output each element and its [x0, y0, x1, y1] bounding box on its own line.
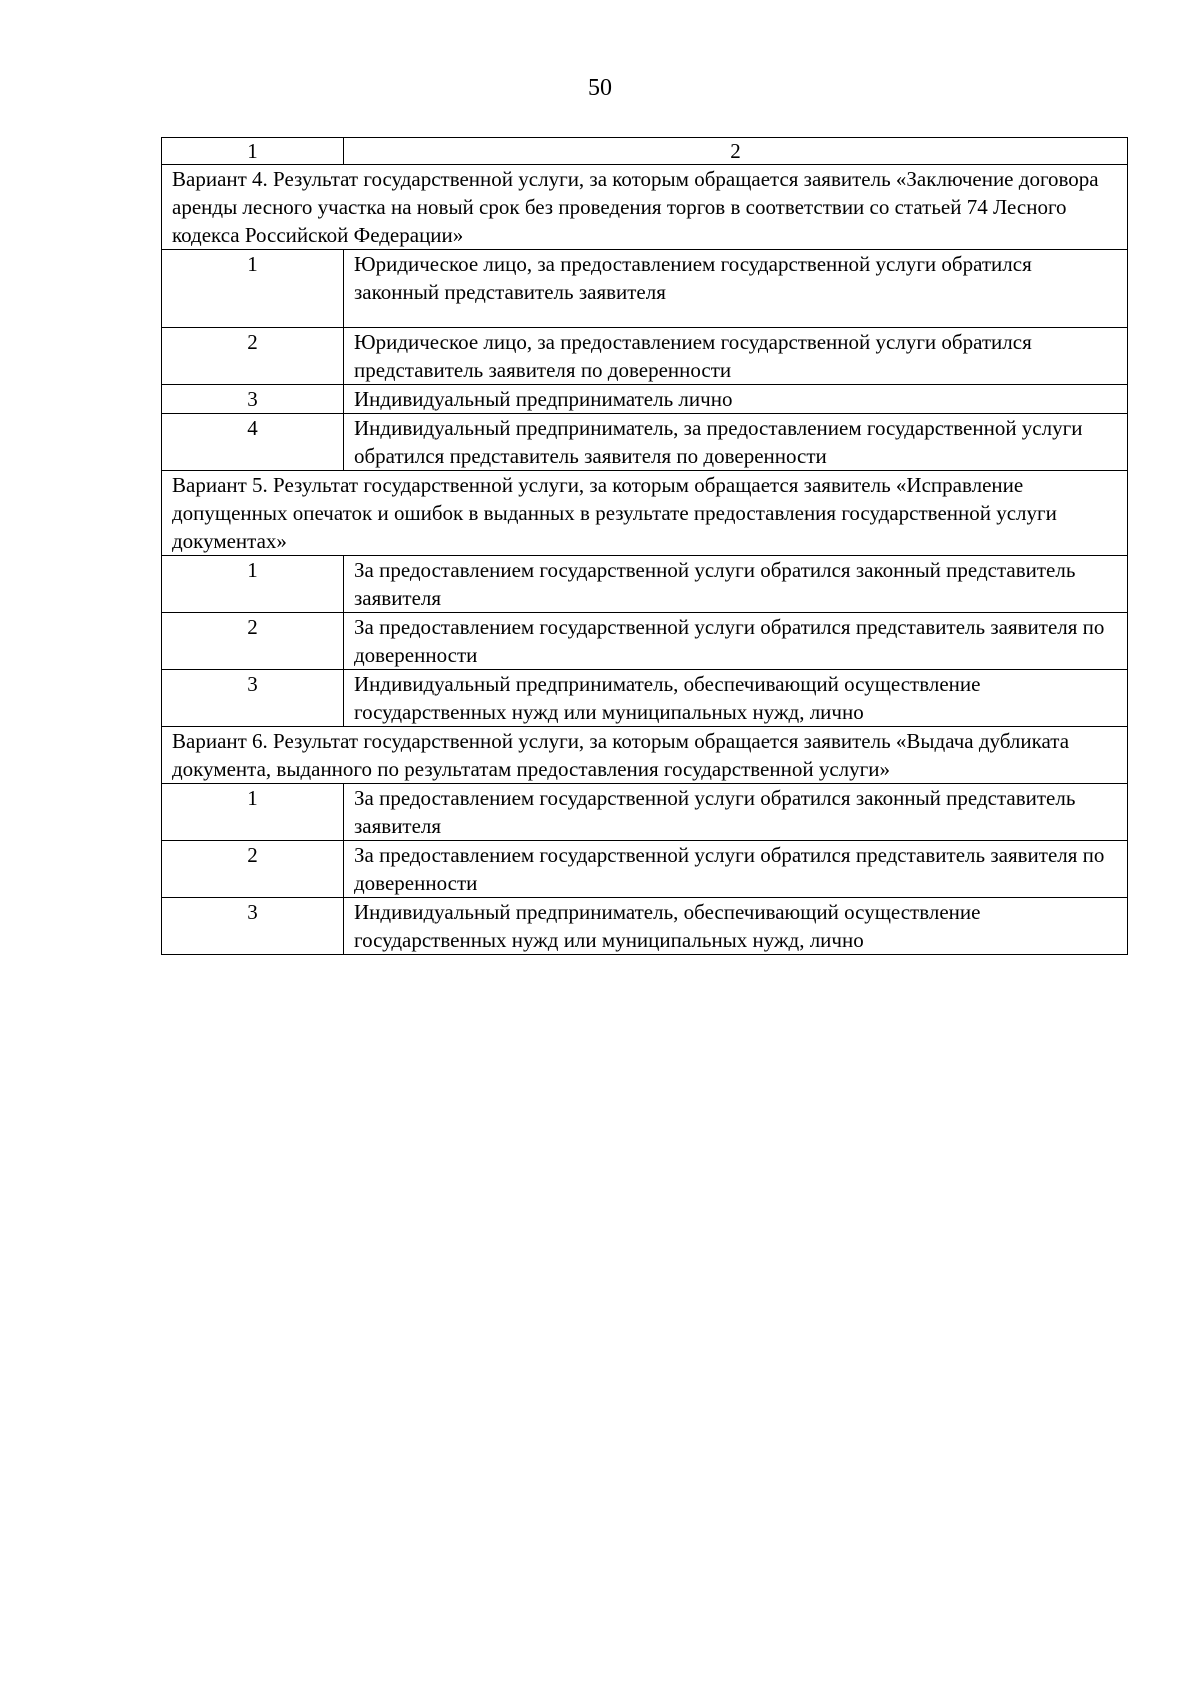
row-number: 3 [162, 898, 344, 955]
table-row [162, 613, 1128, 670]
row-number: 1 [162, 250, 344, 328]
row-text: За предоставлением государственной услуги обратился представитель заявителя по доверенности [344, 613, 1128, 670]
variant-5-title: Вариант 5. Результат государственной услуги, за которым обращается заявитель «Исправление допущенных опечаток и ошибок в выданных в результате предоставления государственной услуги документах» [162, 471, 1128, 556]
table-header-row [162, 138, 1128, 165]
row-number: 3 [162, 385, 344, 414]
table-row [162, 328, 1128, 385]
row-number: 1 [162, 784, 344, 841]
row-number: 2 [162, 613, 344, 670]
row-number: 3 [162, 670, 344, 727]
row-text: Индивидуальный предприниматель, за предоставлением государственной услуги обратился представитель заявителя по доверенности [344, 414, 1128, 471]
header-col-1: 1 [162, 138, 344, 165]
section-title-row [162, 165, 1128, 250]
row-number: 4 [162, 414, 344, 471]
row-text: Индивидуальный предприниматель, обеспечивающий осуществление государственных нужд или муниципальных нужд, лично [344, 670, 1128, 727]
row-text: Индивидуальный предприниматель лично [344, 385, 1128, 414]
table-row [162, 841, 1128, 898]
table-row [162, 250, 1128, 328]
row-number: 1 [162, 556, 344, 613]
variant-4-title: Вариант 4. Результат государственной услуги, за которым обращается заявитель «Заключение договора аренды лесного участка на новый срок без проведения торгов в соответствии со статьей 74 Лесного кодекса Российской Федерации» [162, 165, 1128, 250]
table-row [162, 784, 1128, 841]
table-row [162, 414, 1128, 471]
page-number: 50 [588, 75, 612, 101]
row-text: За предоставлением государственной услуги обратился представитель заявителя по доверенности [344, 841, 1128, 898]
row-number: 2 [162, 328, 344, 385]
table-row [162, 898, 1128, 955]
table-row [162, 670, 1128, 727]
section-title-row [162, 471, 1128, 556]
variant-6-title: Вариант 6. Результат государственной услуги, за которым обращается заявитель «Выдача дубликата документа, выданного по результатам предоставления государственной услуги» [162, 727, 1128, 784]
table-row [162, 385, 1128, 414]
row-text: Юридическое лицо, за предоставлением государственной услуги обратился представитель заявителя по доверенности [344, 328, 1128, 385]
row-text: За предоставлением государственной услуги обратился законный представитель заявителя [344, 556, 1128, 613]
variants-table [161, 137, 1128, 955]
table-row [162, 556, 1128, 613]
row-number: 2 [162, 841, 344, 898]
row-text: Индивидуальный предприниматель, обеспечивающий осуществление государственных нужд или муниципальных нужд, лично [344, 898, 1128, 955]
row-text: За предоставлением государственной услуги обратился законный представитель заявителя [344, 784, 1128, 841]
row-text: Юридическое лицо, за предоставлением государственной услуги обратился законный представитель заявителя [344, 250, 1128, 328]
header-col-2: 2 [344, 138, 1128, 165]
section-title-row [162, 727, 1128, 784]
